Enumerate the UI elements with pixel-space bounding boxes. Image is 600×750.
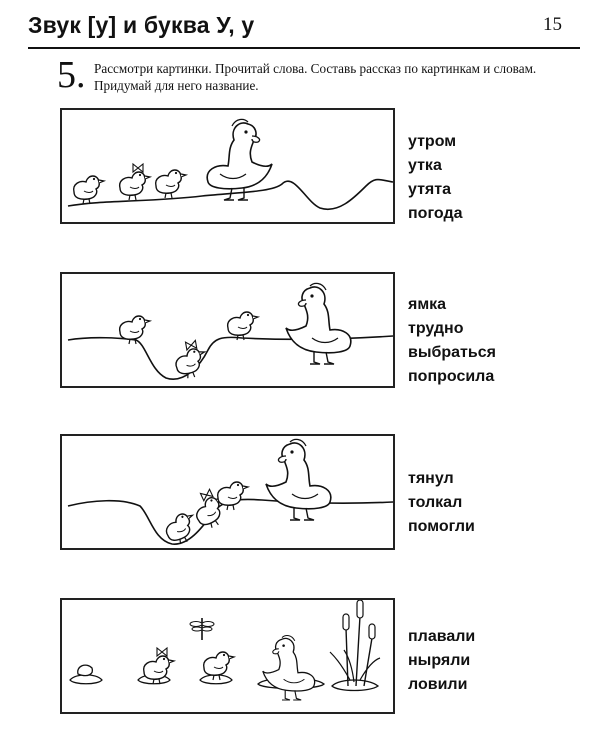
duckling-right [228,312,258,340]
word: помогли [408,518,475,535]
word-list-1 [408,130,463,226]
word: погода [408,205,463,222]
duckling-left [120,316,150,344]
duckling-diving [78,665,93,675]
reeds-icon [330,600,380,691]
wave-3 [200,675,232,684]
duckling-bottom [162,511,200,548]
picture-panel-rescue [60,434,395,550]
word-list-4 [408,625,475,697]
picture-panel-pit [60,272,395,388]
word: трудно [408,320,464,337]
word: утром [408,133,457,150]
word: ловили [408,676,468,693]
word-list-2 [408,293,496,389]
mother-duck [263,635,315,700]
ground-pit [68,499,393,544]
word: выбраться [408,344,496,361]
mother-duck [286,283,351,364]
word: тянул [408,470,454,487]
page-title: Звук [у] и буква У, у [28,12,255,38]
mother-duck [207,119,272,200]
picture-panel-morning [60,108,395,224]
exercise-number: 5. [57,54,86,96]
duckling-top [218,482,248,510]
word: ямка [408,296,447,313]
word: попросила [408,368,495,385]
page-number: 15 [543,14,562,35]
word: ныряли [408,652,471,669]
dragonfly-icon [190,618,214,640]
exercise-instruction: Рассмотри картинки. Прочитай слова. Составь рассказ по картинкам и словам. Придумай для него название. [94,61,537,93]
word: утка [408,157,442,174]
duckling-2 [120,164,150,200]
word: толкал [408,494,463,511]
duckling-1 [74,176,104,204]
duckling-3 [156,170,186,198]
word: плавали [408,628,476,645]
picture-panel-pond [60,598,395,714]
word: утята [408,181,451,198]
mother-duck [266,439,331,520]
page-header [28,12,580,48]
word-list-3 [408,467,475,539]
header-rule [28,47,580,49]
